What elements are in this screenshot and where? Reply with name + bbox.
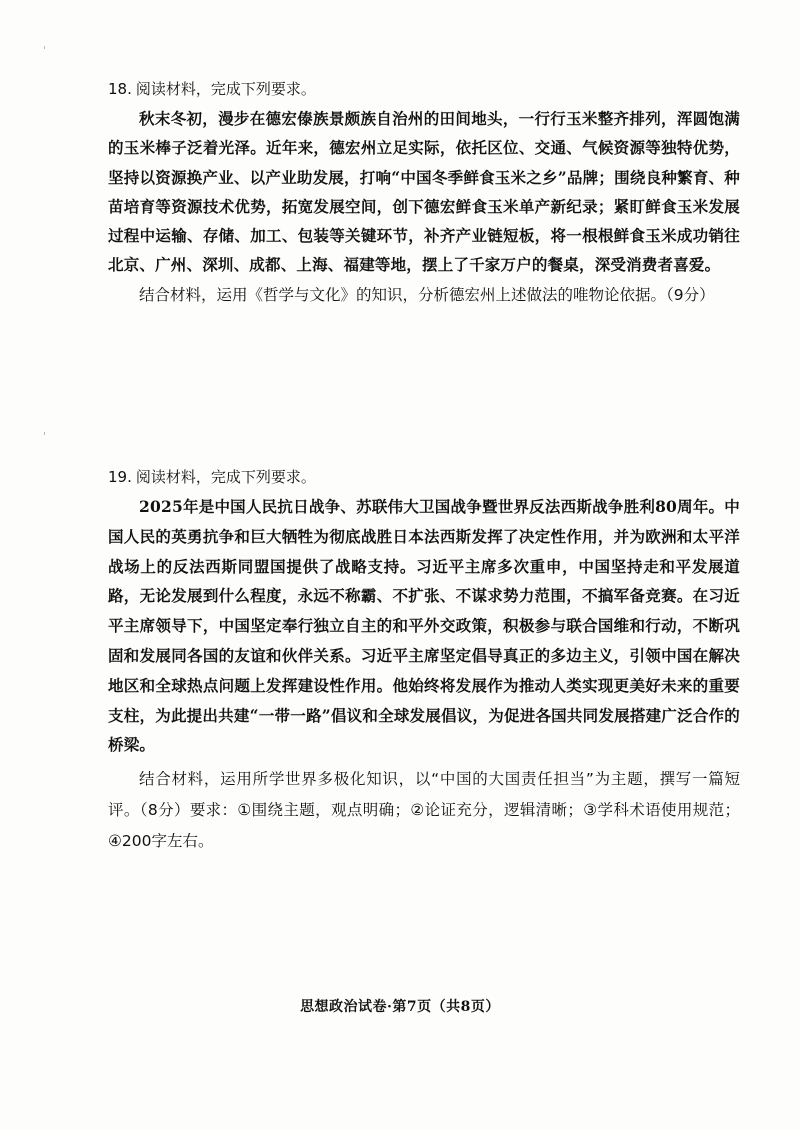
question-task: 结合材料，运用《哲学与文化》的知识，分析德宏州上述做法的唯物论依据。（9分） [139,285,715,304]
question-task: 结合材料，运用所学世界多极化知识，以“中国的大国责任担当”为主题，撰写一篇短评。（8分）要求：①围绕主题，观点明确；②论证充分，逻辑清晰；③学科术语使用规范；④200字左右。 [108,770,740,851]
question-number: 18. [108,80,132,98]
question-instruction: 阅读材料，完成下列要求。 [135,468,316,486]
margin-mark [44,432,45,435]
question-heading [108,462,740,492]
question-instruction: 阅读材料，完成下列要求。 [135,80,316,98]
margin-mark [44,46,45,49]
question-material: 秋末冬初，漫步在德宏傣族景颇族自治州的田间地头，一行行玉米整齐排列，浑圆饱满的玉米棒子泛着光泽。近年来，德宏州立足实际，依托区位、交通、气候资源等独特优势，坚持以资源换产业、以产业助发展，打响“中国冬季鲜食玉米之乡”品牌；围绕良种繁育、种苗培育等资源技术优势，拓宽发展空间，创下德宏鲜食玉米单产新纪录；紧盯鲜食玉米发展过程中运输、存储、加工、包装等关键环节，补齐产业链短板，将一根根鲜食玉米成功销往北京、广州、深圳、成都、上海、福建等地，摆上了千家万户的餐桌，深受消费者喜爱。 [108,109,740,275]
question-19 [108,462,740,857]
question-number: 19. [108,468,132,486]
page-footer: 思想政治试卷·第7页（共8页） [300,999,500,1015]
question-material: 2025年是中国人民抗日战争、苏联伟大卫国战争暨世界反法西斯战争胜利80周年。中国人民的英勇抗争和巨大牺牲为彻底战胜日本法西斯发挥了决定性作用，并为欧洲和太平洋战场上的反法西斯同盟国提供了战略支持。习近平主席多次重申，中国坚持走和平发展道路，无论发展到什么程度，永远不称霸、不扩张、不谋求势力范围，不搞军备竞赛。在习近平主席领导下，中国坚定奉行独立自主的和平外交政策，积极参与联合国维和行动，不断巩固和发展同各国的友谊和伙伴关系。习近平主席坚定倡导真正的多边主义，引领中国在解决地区和全球热点问题上发挥建设性作用。他始终将发展作为推动人类实现更美好未来的重要支柱，为此提出共建“一带一路”倡议和全球发展倡议，为促进各国共同发展搭建广泛合作的桥梁。 [108,497,740,755]
question-heading [108,74,740,104]
question-18 [108,74,740,310]
